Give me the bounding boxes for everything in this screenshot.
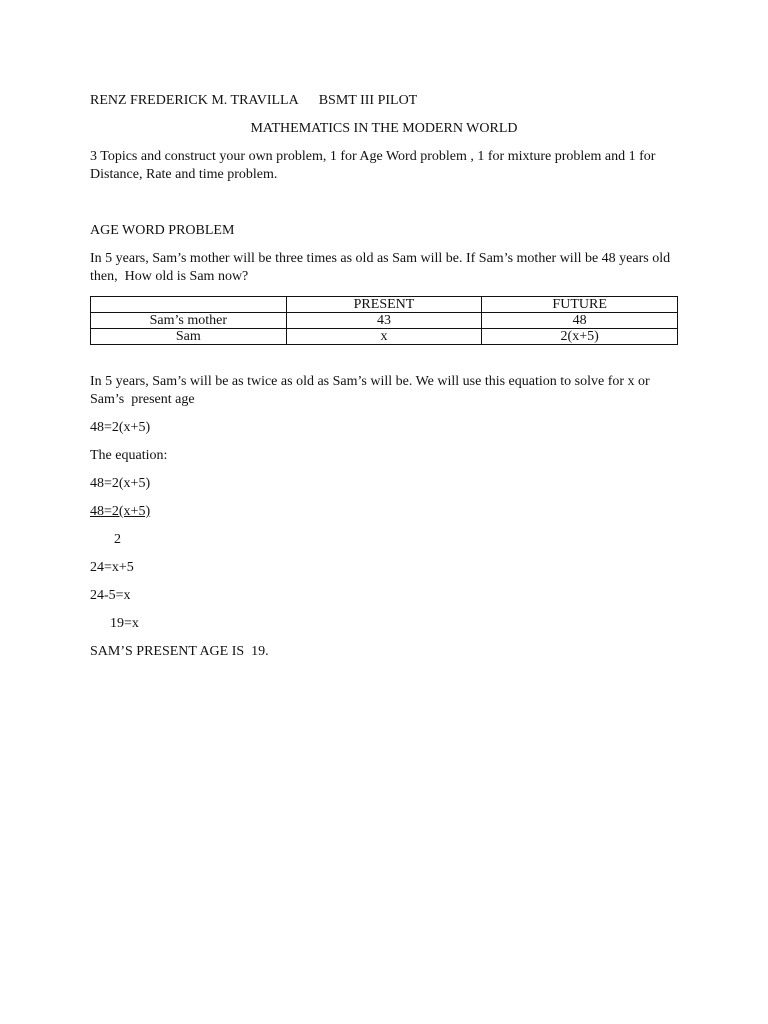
table-header-cell: FUTURE (482, 297, 678, 313)
table-cell: 43 (286, 313, 482, 329)
intro-text: 3 Topics and construct your own problem, 1 for Age Word problem , 1 for mixture problem and 1 for Distance, Rate and time problem. (90, 149, 659, 182)
table-header-cell (91, 297, 287, 313)
equation-numerator: 48=2(x+5) (90, 504, 151, 519)
explanation-text: In 5 years, Sam’s will be as twice as old as Sam’s will be. We will use this equation to solve for x or Sam’s present age (90, 374, 654, 407)
equation-line: 19=x (110, 616, 139, 631)
equation-line: 48=2(x+5) (90, 476, 151, 491)
header (90, 92, 678, 110)
problem-statement: In 5 years, Sam’s mother will be three times as old as Sam will be. If Sam’s mother will be 48 years old then, How old is Sam now? (90, 251, 674, 284)
equation-line: 24-5=x (90, 588, 131, 603)
table-row (91, 313, 678, 329)
subject-title: MATHEMATICS IN THE MODERN WORLD (250, 121, 518, 136)
equation-line: 24=x+5 (90, 560, 134, 575)
age-table (90, 296, 678, 345)
table-cell: 2(x+5) (482, 329, 678, 345)
table-row (91, 329, 678, 345)
equation-divisor: 2 (114, 532, 121, 547)
table-cell: x (286, 329, 482, 345)
table-header-row (91, 297, 678, 313)
document-page (90, 92, 678, 661)
table-header-cell: PRESENT (286, 297, 482, 313)
table-cell: Sam’s mother (91, 313, 287, 329)
table-cell: Sam (91, 329, 287, 345)
table-cell: 48 (482, 313, 678, 329)
equation-line: 48=2(x+5) (90, 420, 151, 435)
equation-label: The equation: (90, 448, 168, 463)
answer-text: SAM’S PRESENT AGE IS 19. (90, 644, 269, 659)
course-label: BSMT III PILOT (318, 93, 418, 108)
author-name: RENZ FREDERICK M. TRAVILLA (90, 93, 299, 108)
section-title: AGE WORD PROBLEM (90, 223, 235, 238)
